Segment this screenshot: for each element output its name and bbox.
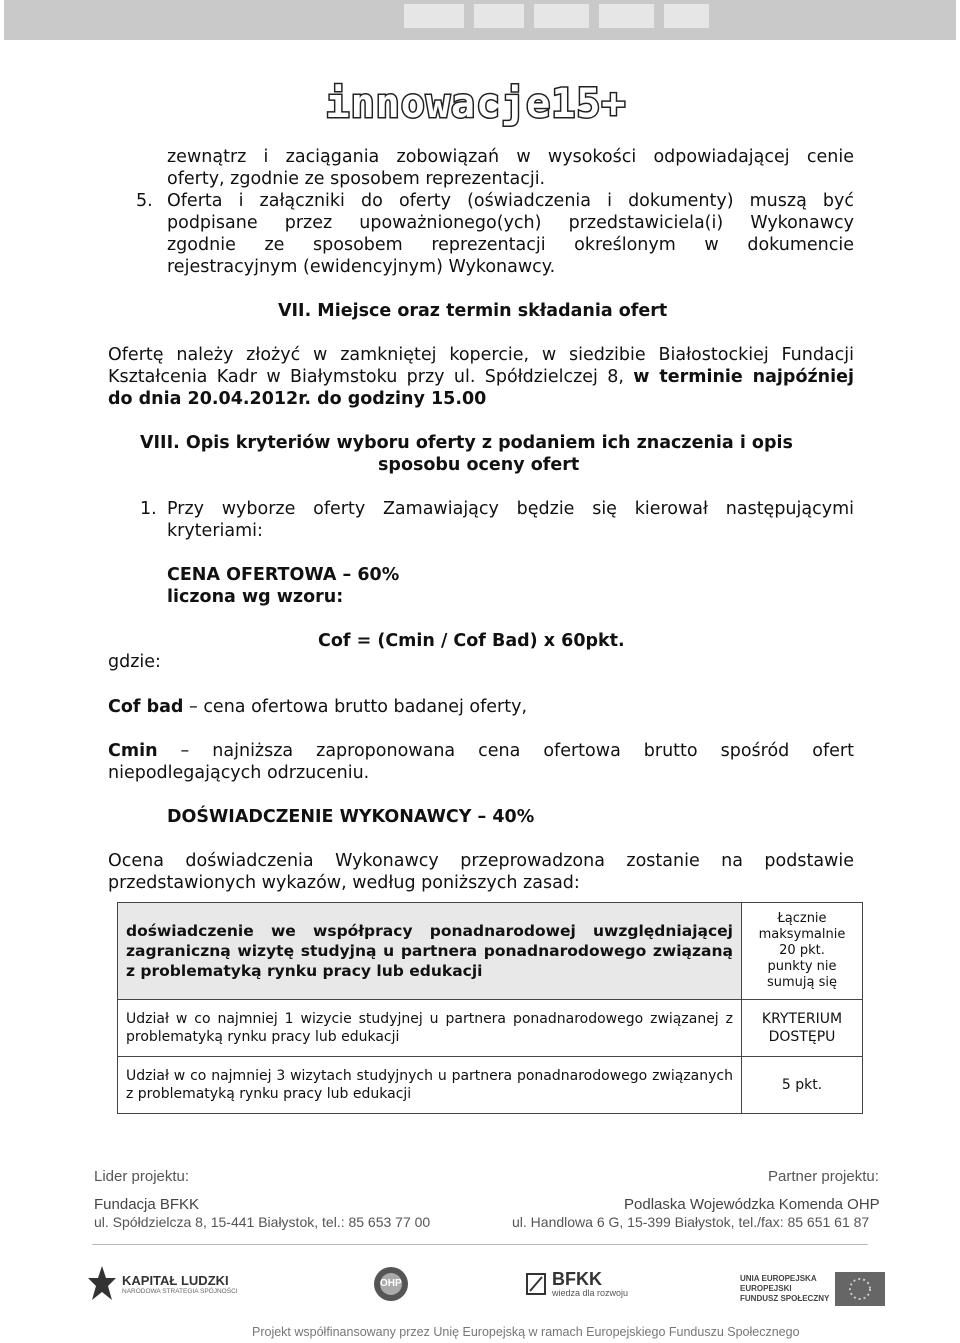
cofbad-definition: Cof bad – cena ofertowa brutto badanej oferty, <box>108 697 528 717</box>
table-header-points: Łącznie maksymalnie 20 pkt. punkty nie sumują się <box>742 903 863 1000</box>
partner-label: Partner projektu: <box>768 1168 879 1185</box>
experience-line-2: przedstawionych wykazów, według poniższych zasad: <box>108 873 580 893</box>
leader-label: Lider projektu: <box>94 1168 190 1185</box>
experience-line-1: Ocena doświadczenia Wykonawcy przeprowadzona zostanie na podstawie <box>108 851 854 871</box>
table-row-points: KRYTERIUM DOSTĘPU <box>742 1000 863 1057</box>
kapital-ludzki-logo: KAPITAŁ LUDZKI NARODOWA STRATEGIA SPÓJNOŚCI <box>88 1266 238 1302</box>
footer-divider <box>92 1244 868 1245</box>
table-row-points: 5 pkt. <box>742 1057 863 1114</box>
price-criterion-title: CENA OFERTOWA – 60% <box>167 565 400 585</box>
bfkk-logo: BFKK wiedza dla rozwoju <box>526 1270 628 1298</box>
section8-heading-1: VIII. Opis kryteriów wyboru oferty z podaniem ich znaczenia i opis <box>140 433 793 453</box>
criteria-table <box>117 902 863 1114</box>
cmin-definition-line-1: Cmin – najniższa zaproponowana cena ofertowa brutto spośród ofert <box>108 741 854 761</box>
section7-deadline: do dnia 20.04.2012r. do godziny 15.00 <box>108 389 487 409</box>
item5-line-2: podpisane przez upoważnionego(ych) przedstawiciela(i) Wykonawcy <box>167 213 854 233</box>
partner-name: Podlaska Wojewódzka Komenda OHP <box>624 1196 880 1213</box>
logo-wordmark: innowacje15+ <box>325 81 627 127</box>
eu-flag-icon <box>835 1272 885 1306</box>
innowacje-logo <box>296 70 656 138</box>
where-label: gdzie: <box>108 652 161 672</box>
leader-name: Fundacja BFKK <box>94 1196 200 1213</box>
eu-efs-logo: UNIA EUROPEJSKA EUROPEJSKI FUNDUSZ SPOŁECZNY <box>740 1272 885 1306</box>
section7-heading: VII. Miejsce oraz termin składania ofert <box>278 301 668 321</box>
item5-line-4: rejestracyjnym (ewidencyjnym) Wykonawcy. <box>167 257 556 277</box>
partner-address: ul. Handlowa 6 G, 15-399 Białystok, tel./fax: 85 651 61 87 <box>512 1214 870 1230</box>
section8-item1-line-2: kryteriami: <box>167 521 263 541</box>
item5-line-3: zgodnie ze sposobem reprezentacji określonym w dokumencie <box>167 235 854 255</box>
star-icon <box>88 1266 116 1302</box>
price-criterion-subtitle: liczona wg wzoru: <box>167 587 344 607</box>
ohp-logo: OHP <box>372 1264 410 1304</box>
section8-item1-line-1: Przy wyborze oferty Zamawiający będzie się kierował następującymi <box>167 499 854 519</box>
table-header-description: doświadczenie we współpracy ponadnarodowej uwzględniającej zagraniczną wizytę studyjną u partnera ponadnarodowego związaną z problematyką rynku pracy lub edukacji <box>118 903 742 1000</box>
table-row <box>118 1057 863 1114</box>
section7-line-2: Kształcenia Kadr w Białymstoku przy ul. Spółdzielczej 8, w terminie najpóźniej <box>108 367 854 387</box>
table-row-description: Udział w co najmniej 1 wizycie studyjnej u partnera ponadnarodowego związanej z problematyką rynku pracy lub edukacji <box>118 1000 742 1057</box>
item5-number: 5. <box>136 191 153 211</box>
scan-header-bar <box>4 0 956 40</box>
section8-heading-2: sposobu oceny ofert <box>378 455 580 475</box>
experience-criterion-title: DOŚWIADCZENIE WYKONAWCY – 40% <box>167 807 535 827</box>
price-formula: Cof = (Cmin / Cof Bad) x 60pkt. <box>318 631 625 651</box>
intro-line-1: zewnątrz i zaciągania zobowiązań w wysokości odpowiadającej cenie <box>167 147 854 167</box>
cmin-definition-line-2: niepodlegających odrzuceniu. <box>108 763 370 783</box>
section7-line-1: Ofertę należy złożyć w zamkniętej kopercie, w siedzibie Białostockiej Fundacji <box>108 345 854 365</box>
table-row-description: Udział w co najmniej 3 wizytach studyjnych u partnera ponadnarodowego związanych z problematyką rynku pracy lub edukacji <box>118 1057 742 1114</box>
bfkk-mark-icon <box>526 1273 546 1295</box>
leader-address: ul. Spółdzielcza 8, 15-441 Białystok, tel.: 85 653 77 00 <box>94 1214 431 1230</box>
cofinancing-note: Projekt współfinansowany przez Unię Europejską w ramach Europejskiego Funduszu Społecznego <box>252 1325 800 1339</box>
table-header-row <box>118 903 863 1000</box>
intro-line-2: oferty, zgodnie ze sposobem reprezentacji. <box>167 169 546 189</box>
section8-item1-number: 1. <box>140 499 157 519</box>
item5-line-1: Oferta i załączniki do oferty (oświadczenia i dokumenty) muszą być <box>167 191 854 211</box>
table-row <box>118 1000 863 1057</box>
